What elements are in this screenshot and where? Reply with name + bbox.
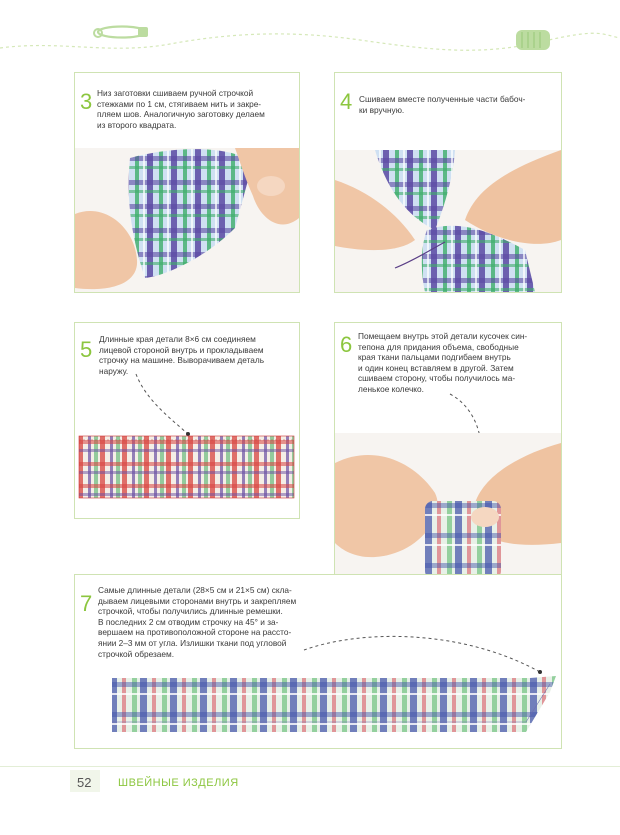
step-3-text: Низ заготовки сшиваем ручной строчкой стежками по 1 см, стягиваем нить и закре- пляем шов. Аналогичную заготовку делаем из второго квадрата. (97, 88, 265, 130)
step-4-photo (335, 150, 561, 292)
step-6-photo (335, 433, 561, 587)
step-6-number: 6 (340, 332, 353, 357)
step-5-photo (78, 434, 296, 502)
thread-spool-icon (516, 30, 550, 50)
step-7-text: Самые длинные детали (28×5 см и 21×5 см) скла- дываем лицевыми сторонами внутрь и закрепляем строчкой, чтобы получились длинные ремешки. В последних 2 см отводим строчку на 45° и за- вершаем на противоположной стороне на рассто- янии 2–3 мм от угла. Излишки ткани под угловой строчкой обрезаем. (98, 585, 297, 659)
step-7-number: 7 (80, 591, 93, 616)
step-7-photo (110, 672, 558, 738)
step-5-arrow (130, 370, 200, 440)
step-3-photo (75, 148, 299, 292)
step-4-text: Сшиваем вместе полученные части бабоч- ки вручную. (359, 94, 526, 115)
section-title: ШВЕЙНЫЕ ИЗДЕЛИЯ (118, 777, 239, 789)
safety-pin-icon (94, 27, 148, 38)
step-6-text: Помещаем внутрь этой детали кусочек син- тепона для придания объема, свободные края ткани пальцами подгибаем внутрь и один конец вставляем в другой. Затем сшиваем сторону, чтобы получилось ма- ленькое колечко. (358, 331, 528, 394)
footer-rule (0, 766, 620, 767)
step-5-number: 5 (80, 337, 93, 362)
header-decoration (0, 0, 620, 70)
page-number: 52 (77, 775, 92, 790)
step-3-number: 3 (80, 89, 93, 114)
step-4-number: 4 (340, 89, 353, 114)
step-5-text: Длинные края детали 8×6 см соединяем лицевой стороной внутрь и прокладываем строчку на машине. Выворачиваем деталь наружу. (99, 334, 265, 376)
